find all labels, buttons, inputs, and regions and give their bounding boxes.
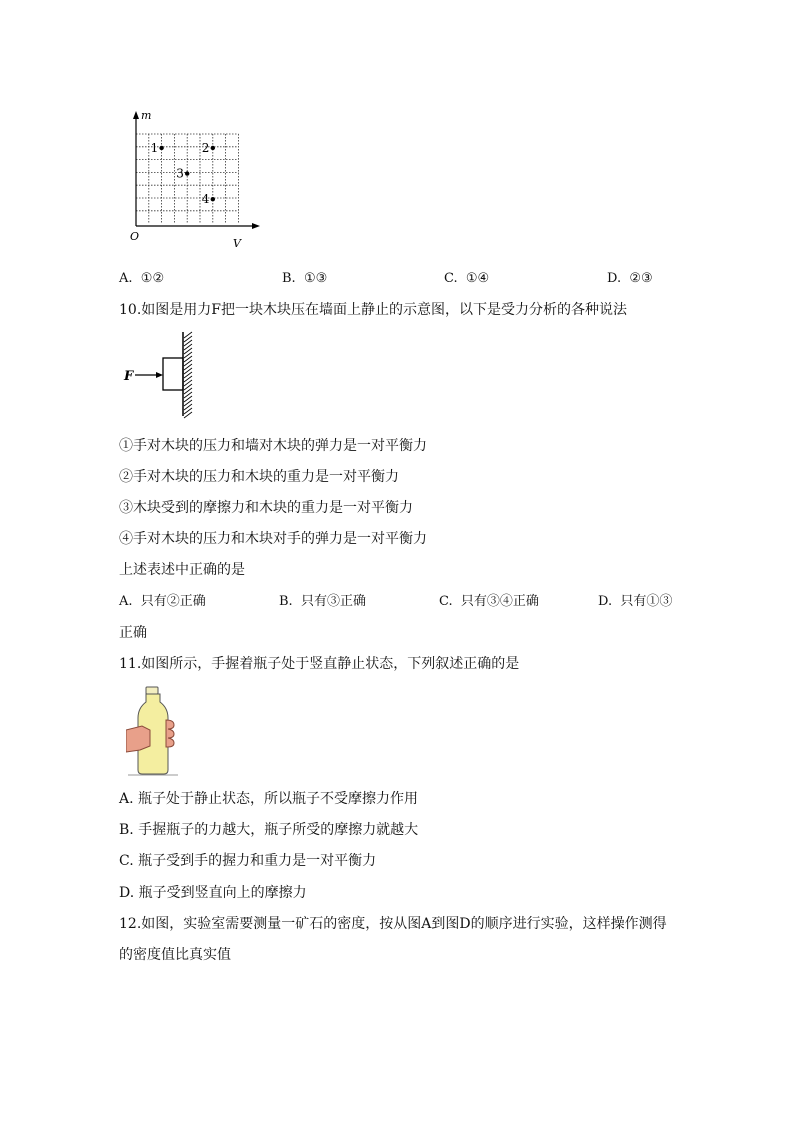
origin-label: O: [130, 230, 140, 243]
fingers: [166, 720, 174, 747]
point-label-1: 1: [150, 141, 159, 155]
data-points: [151, 141, 215, 206]
q12-line-1: 12.如图，实验室需要测量一矿石的密度，按从图A到图D的顺序进行实验，这样操作测得: [119, 916, 667, 932]
q9-option-a: A. ①②: [119, 271, 165, 286]
q10-question: 上述表述中正确的是: [119, 562, 245, 578]
q10-statement-3: ③木块受到的摩擦力和木块的重力是一对平衡力: [119, 500, 413, 516]
force-label: F: [124, 369, 134, 384]
data-point-1: [159, 146, 163, 150]
mass-volume-graph: [126, 108, 266, 250]
q11-option-b: B. 手握瓶子的力越大，瓶子所受的摩擦力就越大: [119, 822, 419, 838]
q11-option-c: C. 瓶子受到手的握力和重力是一对平衡力: [119, 853, 377, 869]
data-point-4: [211, 197, 215, 201]
block-wall-figure: [122, 330, 197, 420]
q9-option-b: B. ①③: [282, 271, 328, 286]
point-label-4: 4: [201, 192, 210, 207]
q10-statement-4: ④手对木块的压力和木块对手的弹力是一对平衡力: [119, 531, 427, 547]
q9-option-d: D. ②③: [607, 271, 653, 286]
q12-line-2: 的密度值比真实值: [119, 947, 231, 963]
y-axis-label: m: [141, 109, 152, 122]
point-label-2: 2: [201, 141, 210, 155]
bottle-cap: [146, 687, 158, 694]
q11-option-a: A. 瓶子处于静止状态，所以瓶子不受摩擦力作用: [119, 791, 419, 807]
data-point-3: [185, 171, 189, 175]
x-axis-label: V: [233, 237, 241, 250]
q10-stem: 10.如图是用力F把一块木块压在墙面上静止的示意图，以下是受力分析的各种说法: [119, 302, 627, 318]
q9-option-c: C. ①④: [444, 271, 490, 286]
q10-statement-2: ②手对木块的压力和木块的重力是一对平衡力: [119, 469, 399, 485]
q10-option-a: A. 只有②正确: [119, 594, 206, 609]
force-arrowhead: [156, 372, 163, 378]
data-point-2: [211, 146, 215, 150]
x-axis-arrow: [252, 223, 260, 229]
q10-option-c: C. 只有③④正确: [439, 594, 539, 609]
q11-option-d: D. 瓶子受到竖直向上的摩擦力: [119, 885, 307, 901]
q10-option-d: D. 只有①③: [598, 594, 673, 609]
q10-option-b: B. 只有③正确: [279, 594, 366, 609]
point-label-3: 3: [176, 166, 184, 181]
q10-option-d-continuation: 正确: [119, 625, 147, 641]
y-axis-arrow: [133, 111, 139, 119]
q10-statement-1: ①手对木块的压力和墙对木块的弹力是一对平衡力: [119, 438, 427, 454]
hand-bottle-figure: [126, 686, 180, 778]
wooden-block: [163, 358, 183, 390]
q11-stem: 11.如图所示，手握着瓶子处于竖直静止状态，下列叙述正确的是: [119, 656, 520, 672]
wall-hatching: [184, 332, 192, 418]
